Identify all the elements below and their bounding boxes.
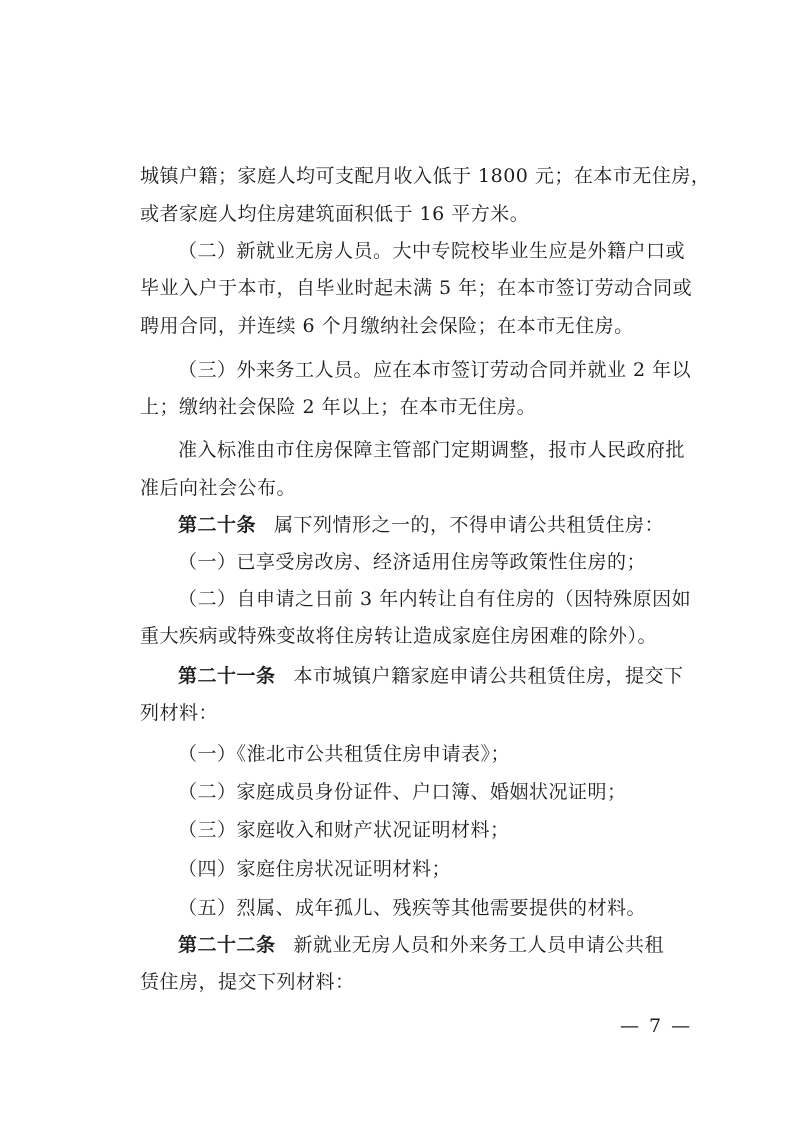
article-20-text: 属下列情形之一的，不得申请公共租赁住房：: [274, 514, 665, 536]
body-line: （三）外来务工人员。应在本市签订劳动合同并就业 2 年以: [178, 359, 692, 381]
article-21-item: （二）家庭成员身份证件、户口簿、婚姻状况证明；: [178, 781, 627, 803]
article-21-item: （四）家庭住房状况证明材料；: [178, 858, 452, 880]
article-20-heading: [178, 512, 664, 538]
page-number: — 7 —: [620, 1015, 693, 1037]
article-21-item: （五）烈属、成年孤儿、残疾等其他需要提供的材料。: [178, 897, 647, 919]
article-20-item: （二）自申请之日前 3 年内转让自有住房的（因特殊原因如: [178, 588, 692, 610]
body-line: 准入标准由市住房保障主管部门定期调整，报市人民政府批: [178, 439, 686, 461]
body-line: 上；缴纳社会保险 2 年以上；在本市无住房。: [140, 396, 537, 418]
article-20-number: 第二十条: [178, 514, 257, 536]
article-21-continuation: 列材料：: [140, 702, 219, 724]
article-22-number: 第二十二条: [178, 934, 276, 956]
article-22-continuation: 赁住房，提交下列材料：: [140, 971, 355, 993]
body-line: 城镇户籍；家庭人均可支配月收入低于 1800 元；在本市无住房，: [140, 165, 711, 187]
article-21-text: 本市城镇户籍家庭申请公共租赁住房，提交下: [293, 665, 684, 687]
article-20-continuation: 重大疾病或特殊变故将住房转让造成家庭住房困难的除外）。: [140, 625, 658, 647]
article-21-item: （三）家庭收入和财产状况证明材料；: [178, 819, 510, 841]
body-line: 聘用合同，并连续 6 个月缴纳社会保险；在本市无住房。: [140, 315, 634, 337]
article-22-text: 新就业无房人员和外来务工人员申请公共租: [293, 934, 665, 956]
body-line: 或者家庭人均住房建筑面积低于 16 平方米。: [140, 203, 530, 225]
article-20-item: （一）已享受房改房、经济适用住房等政策性住房的；: [178, 551, 647, 573]
article-21-heading: [178, 663, 684, 689]
article-22-heading: [178, 932, 664, 958]
body-line: 准后向社会公布。: [140, 477, 297, 499]
article-21-number: 第二十一条: [178, 665, 276, 687]
body-line: （二）新就业无房人员。大中专院校毕业生应是外籍户口或: [178, 240, 686, 262]
body-line: 毕业入户于本市，自毕业时起未满 5 年；在本市签订劳动合同或: [140, 277, 693, 299]
article-21-item: （一）《淮北市公共租赁住房申请表》；: [178, 743, 511, 765]
